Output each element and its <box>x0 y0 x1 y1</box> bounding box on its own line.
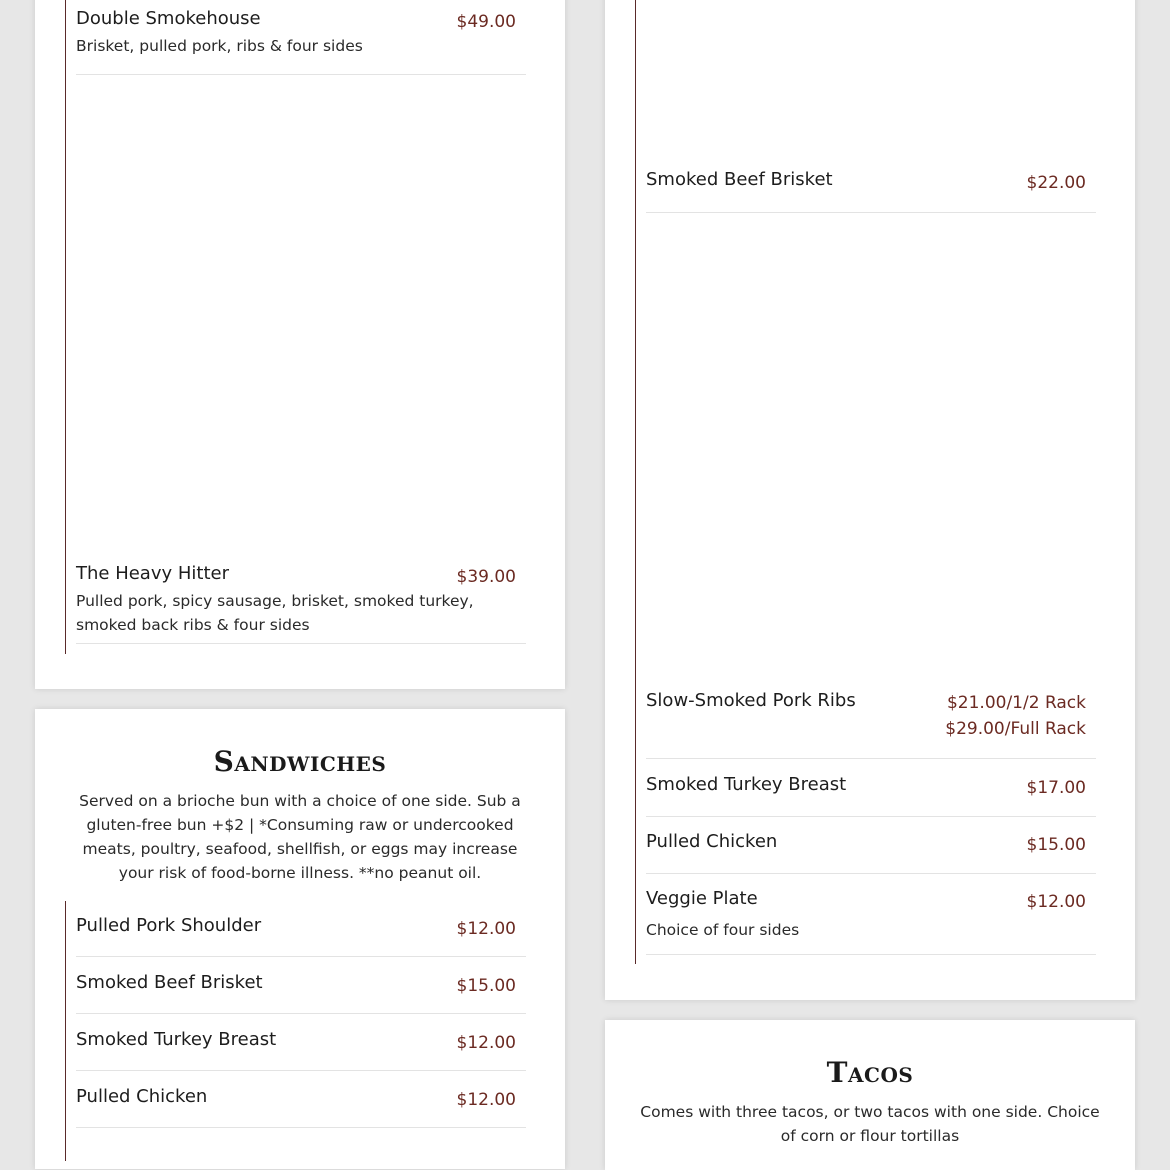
item-name: Pulled Pork Shoulder <box>76 915 262 936</box>
item-name: Smoked Beef Brisket <box>646 169 833 190</box>
menu-item-veggie-plate[interactable] <box>646 874 1096 955</box>
item-name: Smoked Turkey Breast <box>646 774 847 795</box>
item-description: Brisket, pulled pork, ribs & four sides <box>76 37 363 55</box>
menu-item-the-heavy-hitter[interactable] <box>76 555 526 644</box>
item-price: $12.00 <box>456 1090 516 1110</box>
menu-item-smoked-beef-brisket[interactable] <box>76 958 526 1014</box>
item-price-full-rack: $29.00/Full Rack <box>945 719 1086 739</box>
menu-item-smoked-beef-brisket[interactable] <box>646 160 1096 213</box>
item-price: $22.00 <box>1026 173 1086 193</box>
item-price: $17.00 <box>1026 778 1086 798</box>
menu-item-smoked-turkey-breast[interactable] <box>646 760 1096 817</box>
menu-item-slow-smoked-pork-ribs[interactable] <box>646 680 1096 759</box>
item-name: Pulled Chicken <box>76 1086 208 1107</box>
item-description: Choice of four sides <box>646 921 800 939</box>
platters-card <box>35 0 565 689</box>
item-price: $12.00 <box>1026 892 1086 912</box>
menu-item-double-smokehouse[interactable] <box>76 0 526 75</box>
plates-card <box>605 0 1135 1000</box>
item-name: Double Smokehouse <box>76 8 261 29</box>
item-price: $12.00 <box>456 919 516 939</box>
item-price-half-rack: $21.00/1/2 Rack <box>946 693 1086 713</box>
section-description: Comes with three tacos, or two tacos with one side. Choice of corn or flour tortillas <box>640 1103 1100 1145</box>
plates-item-list <box>635 0 1096 964</box>
item-name: Slow-Smoked Pork Ribs <box>646 690 856 711</box>
section-title: Tacos <box>826 1056 914 1089</box>
sandwiches-item-list <box>65 901 526 1161</box>
item-description: Pulled pork, spicy sausage, brisket, smoked turkey, smoked back ribs & four sides <box>76 592 474 634</box>
section-title: Sandwiches <box>213 745 387 778</box>
item-name: Smoked Turkey Breast <box>76 1029 277 1050</box>
item-price: $12.00 <box>456 1033 516 1053</box>
item-price: $15.00 <box>456 976 516 996</box>
item-name: Pulled Chicken <box>646 831 778 852</box>
menu-item-smoked-turkey-breast[interactable] <box>76 1015 526 1071</box>
item-name: The Heavy Hitter <box>76 563 229 584</box>
item-price: $39.00 <box>456 567 516 587</box>
section-description: Served on a brioche bun with a choice of one side. Sub a gluten-free bun +$2 | *Consuming raw or undercooked meats, poultry, seafood, shellfish, or eggs may increase your risk of food-borne illness. **no peanut oil. <box>79 792 521 882</box>
item-name: Smoked Beef Brisket <box>76 972 263 993</box>
menu-item-pulled-chicken[interactable] <box>646 817 1096 874</box>
menu-item-pulled-pork-shoulder[interactable] <box>76 901 526 957</box>
platters-item-list <box>65 0 526 654</box>
item-price: $15.00 <box>1026 835 1086 855</box>
menu-item-pulled-chicken[interactable] <box>76 1072 526 1128</box>
sandwiches-card <box>35 709 565 1169</box>
item-price: $49.00 <box>456 12 516 32</box>
tacos-card <box>605 1020 1135 1170</box>
item-name: Veggie Plate <box>646 888 758 909</box>
